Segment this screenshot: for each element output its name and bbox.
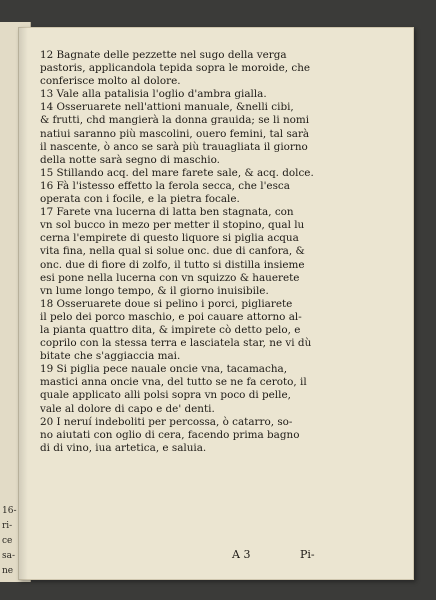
text-line: mastici anna oncie vna, del tutto se ne fa ceroto, il — [40, 376, 307, 389]
margin-fragment: ne — [2, 566, 14, 576]
text-line: & frutti, chd mangierà la donna grauida; se li nomi — [40, 114, 310, 127]
page-footer — [0, 548, 436, 564]
text-line: 19 Si piglia pece nauale oncie vna, tacamacha, — [40, 363, 288, 376]
text-line: quale applicato alli polsi sopra vn poco di pelle, — [40, 389, 291, 402]
text-line: vn sol bucco in mezo per metter il stopino, qual lu — [40, 219, 305, 232]
margin-fragment: ri- — [2, 521, 13, 531]
text-line: il nascente, ò anco se sarà più trauagliata il giorno — [40, 140, 308, 153]
signature-mark: A 3 — [232, 548, 251, 561]
text-line: operata con i focile, e la pietra focale. — [40, 193, 240, 206]
text-line: 16 Fà l'istesso effetto la ferola secca, che l'esca — [40, 179, 290, 192]
text-line: cerna l'empirete di questo liquore si piglia acqua — [40, 232, 299, 245]
text-line: natiui saranno più mascolini, ouero femini, tal sarà — [40, 127, 310, 140]
text-line: 17 Farete vna lucerna di latta ben stagnata, con — [40, 206, 294, 219]
text-line: di di vino, iua artetica, e saluia. — [40, 441, 207, 454]
book-page — [18, 27, 414, 580]
text-line: coprilo con la stessa terra e lasciatela star, ne vi dù — [40, 337, 312, 350]
text-line: conferisce molto al dolore. — [40, 75, 181, 88]
text-line: 15 Stillando acq. del mare farete sale, & acq. dolce. — [40, 166, 314, 179]
text-line: 18 Osseruarete doue si pelino i porci, pigliarete — [40, 297, 293, 310]
margin-fragment: 16- — [2, 506, 17, 516]
page-body-text — [40, 49, 362, 455]
text-line: il pelo dei porco maschio, e poi cauare attorno al- — [40, 310, 302, 323]
text-line: 14 Osseruarete nell'attioni manuale, &nelli cibi, — [40, 101, 294, 114]
margin-fragment: sa- — [2, 551, 16, 561]
catchword: Pi- — [300, 548, 315, 561]
text-line: onc. due di fiore di zolfo, il tutto si distilla insieme — [40, 258, 305, 271]
text-line: la pianta quattro dita, & impirete cò detto pelo, e — [40, 323, 301, 336]
text-line: vn lume longo tempo, & il giorno inuisibile. — [40, 284, 269, 297]
text-line: della notte sarà segno di maschio. — [40, 153, 220, 166]
text-line: no aiutati con oglio di cera, facendo prima bagno — [40, 428, 300, 441]
text-line: bitate che s'aggiaccia mai. — [40, 350, 181, 363]
text-line: vita fina, nella qual si solue onc. due di canfora, & — [40, 245, 305, 258]
text-line: esi pone nella lucerna con vn squizzo & hauerete — [40, 271, 300, 284]
text-line: pastoris, applicandola tepida sopra le moroide, che — [40, 62, 311, 75]
text-line: 20 I neruí indeboliti per percossa, ò catarro, so- — [40, 415, 293, 428]
text-line: vale al dolore di capo e de' denti. — [40, 402, 215, 415]
text-line: 13 Vale alla patalisia l'oglio d'ambra gialla. — [40, 88, 267, 101]
text-line: 12 Bagnate delle pezzette nel sugo della verga — [40, 49, 287, 61]
margin-fragment: ce — [2, 536, 13, 546]
